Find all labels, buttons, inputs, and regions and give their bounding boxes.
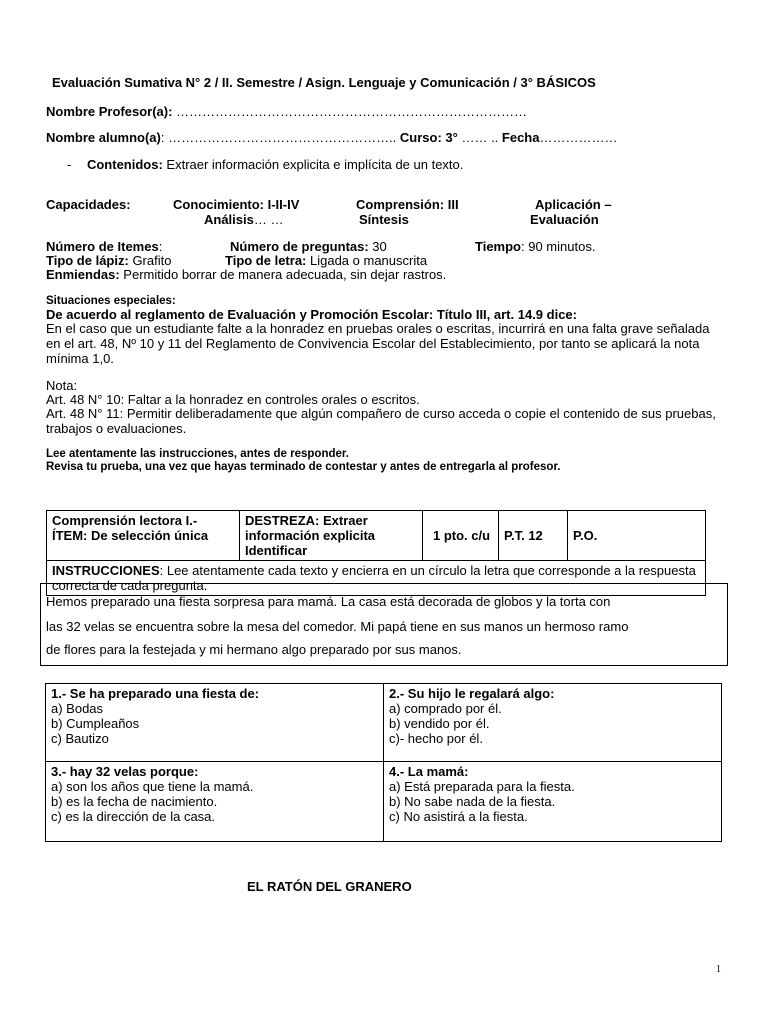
lapiz-value: Grafito (128, 253, 172, 268)
nota-label: Nota: (46, 378, 78, 393)
contenidos-text: Extraer información explicita e implícita de un texto. (162, 157, 464, 172)
answer-option[interactable]: a) comprado por él. (389, 701, 502, 716)
answer-option[interactable]: a) Está preparada para la fiesta. (389, 779, 575, 794)
answer-option[interactable]: c) Bautizo (51, 731, 109, 746)
conocimiento-label: Conocimiento: I-II-IV (173, 197, 300, 212)
situaciones-heading: Situaciones especiales: (46, 295, 176, 307)
nota-art10: Art. 48 N° 10: Faltar a la honradez en controles orales o escritos. (46, 392, 420, 407)
question-title: 3.- hay 32 velas porque: (51, 764, 199, 779)
page-number: 1 (716, 964, 721, 975)
answer-option[interactable]: b) Cumpleaños (51, 716, 140, 731)
sintesis-label: Síntesis (359, 212, 409, 227)
reading-line-3: de flores para la festejada y mi hermano algo preparado por sus manos. (46, 642, 462, 657)
pt-cell: P.T. 12 (499, 511, 568, 561)
capacidades-label: Capacidades: (46, 197, 131, 212)
profesor-line (46, 104, 527, 119)
answer-option[interactable]: a) Bodas (51, 701, 104, 716)
tiempo-value: : 90 minutos. (521, 239, 596, 254)
lapiz-label: Tipo de lápiz: (46, 253, 129, 268)
comprension-label: Comprensión: III (356, 197, 459, 212)
answer-option[interactable]: b) es la fecha de nacimiento. (51, 794, 218, 809)
enmiendas-label: Enmiendas: (46, 267, 120, 282)
questions-table (45, 683, 722, 842)
answer-option[interactable]: c)- hecho por él. (389, 731, 483, 746)
items-line (46, 239, 162, 254)
alumno-line (46, 130, 617, 145)
question-2 (384, 684, 722, 762)
profesor-label: Nombre Profesor(a): (46, 104, 173, 119)
preguntas-line (230, 239, 387, 254)
answer-option[interactable]: b) No sabe nada de la fiesta. (389, 794, 556, 809)
instrucciones-line1: Lee atentamente las instrucciones, antes de responder. (46, 448, 349, 460)
reading-line-2: las 32 velas se encuentra sobre la mesa del comedor. Mi papá tiene en sus manos un hermoso ramo (46, 619, 629, 634)
aplicacion-label: Aplicación – (535, 197, 612, 212)
tiempo-line (475, 239, 595, 254)
alumno-label: Nombre alumno(a) (46, 130, 161, 145)
story-title: EL RATÓN DEL GRANERO (247, 879, 412, 894)
analisis-line (204, 212, 283, 227)
letra-label: Tipo de letra: (225, 253, 307, 268)
curso-blank: …… .. (457, 130, 502, 145)
fecha-label: Fecha (501, 130, 540, 145)
enmiendas-value: Permitido borrar de manera adecuada, sin dejar rastros. (119, 267, 447, 282)
reading-line-1: Hemos preparado una fiesta sorpresa para mamá. La casa está decorada de globos y la torta con (46, 594, 611, 609)
tiempo-label: Tiempo (475, 239, 521, 254)
preguntas-value: 30 (368, 239, 387, 254)
item-type-cell: Comprensión lectora I.- ÍTEM: De selección única (47, 511, 240, 561)
profesor-blank: ……………………………………………………………………… (172, 104, 528, 119)
lapiz-line (46, 253, 171, 268)
evaluacion-label: Evaluación (530, 212, 599, 227)
answer-option[interactable]: a) son los años que tiene la mamá. (51, 779, 254, 794)
question-title: 4.- La mamá: (389, 764, 469, 779)
curso-label: Curso: 3° (399, 130, 458, 145)
question-1 (46, 684, 384, 762)
question-title: 2.- Su hijo le regalará algo: (389, 686, 555, 701)
answer-option[interactable]: c) No asistirá a la fiesta. (389, 809, 528, 824)
instrucciones-label: INSTRUCCIONES (52, 563, 160, 578)
reglamento-line: De acuerdo al reglamento de Evaluación y Promoción Escolar: Título III, art. 14.9 dice: (46, 307, 577, 322)
puntaje-cell: 1 pto. c/u (423, 511, 499, 561)
items-label: Número de Itemes (46, 239, 159, 254)
instrucciones-line2: Revisa tu prueba, una vez que hayas terminado de contestar y antes de entregarla al profesor. (46, 461, 561, 473)
analisis-blank: … … (253, 212, 284, 227)
question-3 (46, 762, 384, 842)
answer-option[interactable]: b) vendido por él. (389, 716, 490, 731)
analisis-label: Análisis (204, 212, 254, 227)
letra-value: Ligada o manuscrita (306, 253, 428, 268)
destreza-cell: DESTREZA: Extraer información explicita Identificar (240, 511, 423, 561)
letra-line (225, 253, 427, 268)
items-colon: : (158, 239, 163, 254)
answer-option[interactable]: c) es la dirección de la casa. (51, 809, 216, 824)
instrucciones-text: : Lee atentamente cada texto y encierra en un círculo la letra que corresponde a la respuesta correcta de cada pregunta. (52, 563, 696, 593)
exam-title: Evaluación Sumativa N° 2 / II. Semestre / Asign. Lenguaje y Comunicación / 3° BÁSICOS (52, 75, 596, 90)
contenidos-label: Contenidos: (86, 157, 163, 172)
alumno-blank: : …………………………………………….. (160, 130, 400, 145)
question-4 (384, 762, 722, 842)
nota-art11: Art. 48 N° 11: Permitir deliberadamente que algún compañero de curso acceda o copie el contenido de sus pruebas, trabajos o evaluaciones. (46, 406, 716, 436)
enmiendas-line (46, 267, 446, 282)
contenidos-line (67, 157, 463, 172)
preguntas-label: Número de preguntas: (230, 239, 369, 254)
po-cell: P.O. (568, 511, 706, 561)
situaciones-paragraph: En el caso que un estudiante falte a la honradez en pruebas orales o escritas, incurrirá en una falta grave señalada en el art. 48, Nº 10 y 11 del Reglamento de Convivencia Escolar del Establecimiento, por tanto se aplicará la nota mínima 1,0. (46, 321, 710, 366)
question-title: 1.- Se ha preparado una fiesta de: (51, 686, 260, 701)
bullet-dash: - (67, 157, 72, 172)
fecha-blank: ……………… (539, 130, 618, 145)
